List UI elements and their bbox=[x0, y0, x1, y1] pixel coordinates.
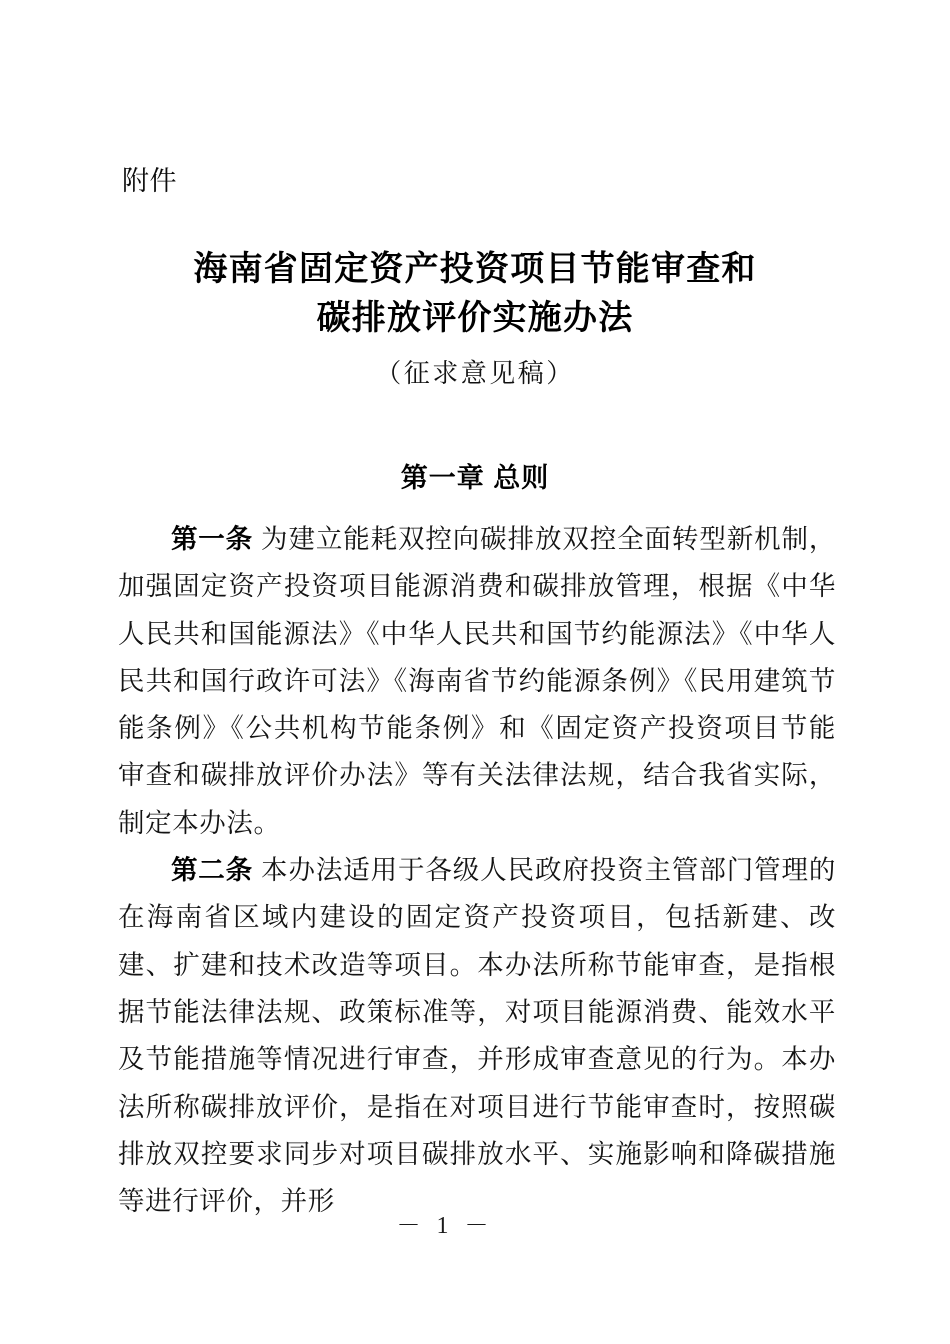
chapter-heading: 第一章 总则 bbox=[400, 463, 550, 493]
article-text: 本办法适用于各级人民政府投资主管部门管理的在海南省区域内建设的固定资产投资项目，包括新建、改建、扩建和技术改造等项目。本办法所称节能审查，是指根据节能法律法规、政策标准等，对项目能源消费、能效水平及节能措施等情况进行审查，并形成审查意见的行为。本办法所称碳排放评价，是指在对项目进行节能审查时，按照碳排放双控要求同步对项目碳排放水平、实施影响和降碳措施等进行评价，并形 bbox=[118, 855, 836, 1217]
article-paragraph bbox=[118, 847, 836, 1225]
attachment-label: 附件 bbox=[122, 166, 177, 196]
document-subtitle: （征求意见稿） bbox=[375, 359, 575, 388]
article-paragraph bbox=[118, 516, 836, 847]
article-text: 为建立能耗双控向碳排放双控全面转型新机制，加强固定资产投资项目能源消费和碳排放管理，根据《中华人民共和国能源法》《中华人民共和国节约能源法》《中华人民共和国行政许可法》《海南省节约能源条例》《民用建筑节能条例》《公共机构节能条例》和《固定资产投资项目节能审查和碳排放评价办法》等有关法律法规，结合我省实际，制定本办法。 bbox=[118, 524, 836, 838]
article-label: 第一条 bbox=[171, 524, 253, 554]
page-title bbox=[0, 245, 950, 343]
page-title-line-2: 碳排放评价实施办法 bbox=[316, 299, 634, 337]
page-number: － 1 － bbox=[396, 1213, 494, 1239]
document-body bbox=[118, 516, 836, 1225]
page-title-line-1: 海南省固定资产投资项目节能审查和 bbox=[193, 250, 757, 288]
article-label: 第二条 bbox=[171, 855, 253, 886]
